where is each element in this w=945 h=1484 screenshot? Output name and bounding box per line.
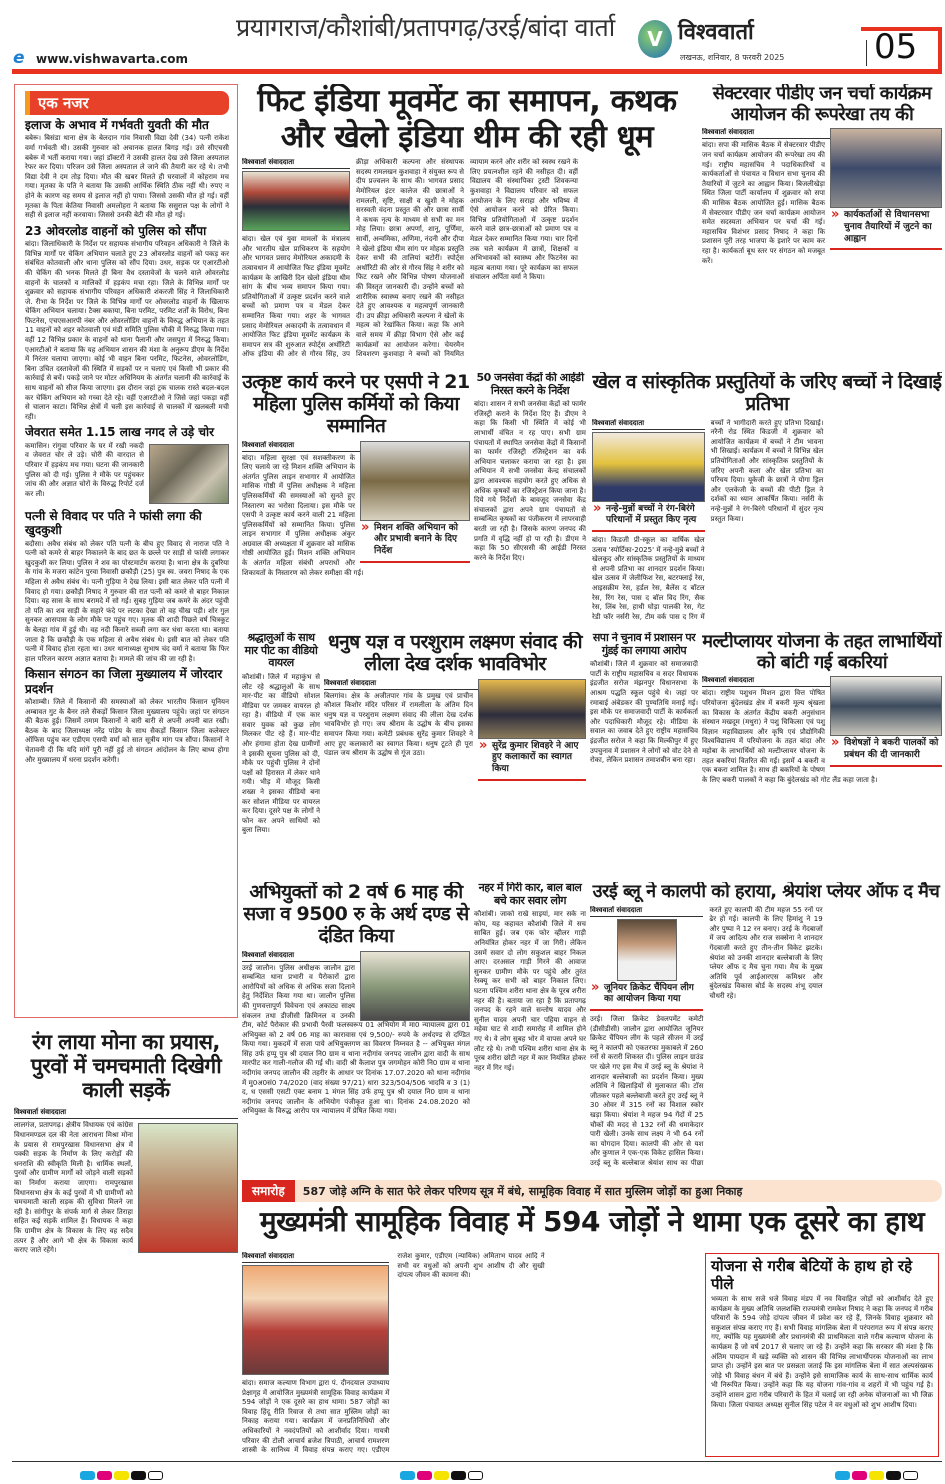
registration-mark <box>903 1471 918 1480</box>
body-flow <box>242 158 692 368</box>
byline: विश्ववार्ता संवाददाता <box>242 158 350 169</box>
headline: नहर में गिरी कार, बाल बाल बचे कार सवार लोग <box>478 882 582 907</box>
brand-name: विश्ववार्ता <box>678 20 754 45</box>
photo-block <box>590 919 703 1011</box>
brief-body: बदौसा। अवैध संबंध को लेकर पति पत्नी के बीच हुए विवाद से नाराज पति ने पत्नी को कमरे से बाहर निकालने के बाद छत के छल्ले पर साड़ी से फांसी लगाकर खुदकुशी कर लिया। पुलिस ने शव का पोस्टमार्टम कराया है। थाना क्षेत्र के दुबरिया के गांव के मजरा कांटेन पुरवा निवासी छकौड़ी (25) पुत्र स्व. जवरा निषाद के एक महिला से अवैध संबंध थे। पत्नी गुड़िया ने देख लिया। इसी बात लेकर पति पत्नी में विवाद हो गया। छकौड़ी निषाद ने गुरुवार की रात पत्नी को कमरे से बाहर निकाल दिया। वह सास के साथ बरामदे में सो गई। सुबह गुड़िया जब कमरे के अंदर पहुंची तो पति का शव साड़ी के सहारे फंदे पर लटका देखा तो वह चीख पड़ी। शोर गुल सुनकर आसपास के लोग मौके पर पहुंच गए। मृतक की शादी पिछले वर्ष चित्रकूट के बेलहा गांव में हुई थी। वह नदी किनारे सब्जी लगा कर धंधा करता था। बताया जाता है कि छकौड़ी के एक महिला से अवैध संबंध थे। इसी बात को लेकर पति पत्नी में विवाद होता रहता था। उधर थानाध्यक्ष सुभाष चंद वर्मा ने बताया कि फिर हाल परिजन कारण अज्ञात बताया है। मामले की जांच की जा रही है। <box>25 539 229 663</box>
body-text: कौशांबी। जिले में महाकुंभ से लौट रहे श्रद्धालुओं के साथ मार-पीट का वीडियो सोशल मीडिया पर जमकर वायरल हो रहा है। वीडियो में एक कार सवार युवक को कुछ लोग मिलकर पीट रहे हैं। मार-पीट और हंगामा होता देख ग्रामीणों ने इसकी सूचना पुलिस को दी, मौके पर पहुंची पुलिस ने दोनों पक्षों को हिरासत में लेकर थाने गयी। भीड़ में मौजूद किसी शख्स ने इसका वीडियो बना कर सोशल मीडिया पर वायरल कर दिया। दूसरे पक्ष के लोगों ने फोन कर अपने साथियों को बुला लिया। <box>242 672 320 835</box>
body-flow <box>474 910 586 1174</box>
body-flow <box>592 419 942 627</box>
photo-caption: » नन्हे-मुन्नों बच्चों ने रंग-बिरंगे परिधानों में प्रस्तुत किए नृत्य <box>592 502 705 532</box>
article-jansewa <box>474 372 586 627</box>
brief-body: बबेरू। बिसंडा थाना क्षेत्र के बेलदान गांव निवासी विद्या देवी (34) पत्नी राकेश वर्मा गर्भवती थी। उसकी गुरुवार को अचानक हालत बिगड़ गई। उसे सीएचसी बबेरू में भर्ती कराया गया। जहां डॉक्टरों ने उसकी हालत देख उसे जिला अस्पताल रेफर कर दिया। परिजन उसे जिला अस्पताल ले जाने की तैयारी कर रहे थे। तभी विद्या देवी ने दम तोड़ दिया। मौत की खबर मिलते ही घरवालों में कोहराम मच गया। मृतका के पति ने बताया कि उसकी आर्थिक स्थिति ठीक नहीं थी। रुपए न होने के कारण वह समय से इलाज नहीं हो पाया। जिससे उसकी मौत हो गई। वहीं मृतका के पिता केतिया निवासी अमलोहरा ने बताया कि ससुराल पक्ष के लोगों ने सही से इलाज नहीं करवाया। जिससे उनकी बेटी की मौत हो गई। <box>25 134 229 220</box>
photo-block <box>478 679 586 781</box>
photo-caption: » कार्यकर्ताओं से विधानसभा चुनाव तैयारियों में जुटने का आह्वान <box>830 208 942 250</box>
body-text: बांदा। राष्ट्रीय पशुधन मिशन द्वारा वित्त पोषित परियोजना बुंदेलखंड क्षेत्र में बकरी मूल्य श्रृंखला का विकास के अंतर्गत केंद्रीय बकरी अनुसंधान संस्थान मखदूम (मथुरा) ने पशु चिकित्सा एवं पशु विज्ञान महाविद्यालय और कृषि एवं प्रौद्योगिकी विश्वविद्यालय में परियोजना के तहत बांदा और महोबा के लाभार्थियों को मल्टीप्लायर योजना के तहत बकरियां वितरित की गईं। इसमें 4 बकरी व एक बकरा शामिल है। साथ ही बकरियों के पोषण के लिए बकरी पालकों ने कहा कि बुंदेलखंड को गोट लैंड कहा जाता है। <box>702 689 878 784</box>
article-sector-pda <box>702 84 942 368</box>
ek-nazar-label: एक नजर <box>25 91 229 115</box>
brief-item <box>25 667 229 765</box>
yellow-mark <box>114 1471 129 1480</box>
brief-title: पत्नी से विवाद पर पति ने फांसी लगा की खुदकुशी <box>25 508 202 538</box>
brief-body: कमासिन। रांगुवा परिवार के घर में रखी नकदी व जेवरात चोर ले उड़े। चोरी की वारदात से परिवार में हड़कंप मच गया। घटना की जानकारी पुलिस को दी गई। पुलिस ने मौके पर पहुंचकर जांच की और अज्ञात चोरों के विरुद्ध रिपोर्ट दर्ज कर ली। <box>25 441 144 498</box>
brief-item <box>25 118 229 221</box>
article-fit-india <box>242 84 692 368</box>
mla-photo <box>138 1123 238 1253</box>
article-shraddhalu <box>242 632 320 877</box>
body-flow <box>242 441 470 627</box>
byline: विश्ववार्ता संवाददाता <box>590 906 703 917</box>
meeting-photo <box>830 128 942 208</box>
body-text: कौशांबी। जाको राखे साइयां, मार सके ना कोय, यह कहावत कौशांबी जिले में सच साबित हुई। जब एक फोर व्हीलर गाड़ी अनियंत्रित होकर नहर में जा गिरी। लेकिन उसमें सवार दो लोग सकुशल बाहर निकल आए। दरअसल गाड़ी गिरने की आवाज सुनकर ग्रामीण मौके पर पहुंचे और तुरंत रेस्क्यू कर सभी को बाहर निकाल लिए। घटना पश्चिम शरीरा थाना क्षेत्र के पूरब शरीरा नहर की है। बताया जा रहा है कि प्रतापगढ़ जनपद के रहने वाले सन्तोष यादव और सुनील यादव अपनी चार पहिया वाहन से महेवा घाट से शादी समारोह में शामिल होने गए थे। वे लोग सुबह भोर में वापस अपने घर लौट रहे थे। तभी पश्चिम शरीरा थाना क्षेत्र के पूरब शरीरा छोटी नहर में कार नियंत्रित होकर नहर में गिर गई। <box>474 910 586 1072</box>
scheme-box-body: भव्यता के साथ सजे धजे विवाह मंडप में नव विवाहित जोड़ों को आशीर्वाद देते हुए कार्यक्रम के मुख्य अतिथि जलशक्ति राज्यमंत्री रामकेश निषाद ने कहा कि जनपद में गरीब परिवारों के 594 जोड़े दांपत्य जीवन में प्रवेश कर रहे हैं, जिनके विवाह शुक्रवार को सकुशल संपन्न कराए गए हैं। सभी विवाह मांगलिक बेला में परंपरागत रूप में संपन्न कराए गए, क्योंकि यह मुख्यमंत्री और प्रधानमंत्री की प्राथमिकता वाले गरीब कल्याण योजना के कार्यक्रम हैं जो वर्ष 2017 से चलाए जा रहे हैं। उन्होंने कहा कि सरकार की मंशा है कि अंतिम पायदान में खड़े व्यक्ति को शासन की विभिन्न लाभार्थीपरक योजनाओं का लाभ प्राप्त हो। उन्होंने इस बात पर प्रसन्नता जताई कि इस मांगलिक बेला में सात अल्पसंख्यक जोड़े भी विवाह बंधन में बंधे हैं। उन्होंने इसे सामाजिक कार्य के साथ-साथ धार्मिक कार्य भी निरूपित किया। उन्होंने कहा कि यह योजना गांव-गांव व शहरों में भी पहुंच गई है। उन्होंने शासन द्वारा गरीब परिवारों के हित में चलाई जा रही अनेक योजनाओं का भी जिक्र किया। जिला पंचायत अध्यक्ष सुनील सिंह पटेल ने वर वधुओं को शुभ आशीष दिया। <box>711 1295 933 1409</box>
award-photo <box>242 171 350 231</box>
brief-item <box>25 509 229 665</box>
headline: श्रद्धालुओं के साथ मार पीट का वीडियो वायरल <box>244 632 318 670</box>
headline: उरई ब्लू ने कालपी को हराया, श्रेयांश प्लेयर ऑफ द मैच <box>592 882 940 902</box>
body-text: उरई जालौन। पुलिस अधीक्षक जालौन द्वारा सम्बन्धित थाना प्रभारी व पैरोकारों द्वारा आरोपियों को अधिक से अधिक सजा दिलाने हेतु निर्देशित किया गया था। जालौन पुलिस की गुणवत्तापूर्ण विवेचना एवं अकाट्य साक्ष्य संकलन तथा डीजीसी क्रिमिनल व उनकी टीम, कोर्ट पैरोकार की प्रभावी पैरवी फलस्वरूप 01 अभियोग में मा0 न्यायालय द्वारा 01 अभियुक्त को 2 वर्ष 06 माह का कारावास एवं 9,500/- रुपये के अर्थदण्ड से दण्डित किया गया। मुकदमें में सजा पाये अभियुक्तगण का विवरण निम्नवत है -- अभियुक्त मंगल सिंह उर्फ हप्पू पुत्र श्री दयाल नि0 ग्राम व थाना नदीगांव जनपद जालौन द्वारा वादी के साथ मारपीट कर गाली-गलौज की गई थी। वादी श्री कैलाश पुत्र जगमोहन कोरी नि0 ग्राम व थाना नदीगांव जनपद जालौन की तहरीर के आधार पर दिनांक 17.07.2020 को थाना नदीगांव में मु0अ0सं0 74/2020 (वाद संख्या 97/21) धारा 323/504/506 भादवि व 3 (1) द, ध एससी एसटी एक्ट बनाम 1 मंगल सिंह उर्फ हप्पू पुत्र श्री दयाल नि0 ग्राम व थाना नदीगांव जनपद जालौन के अभियोग पंजीकृत हुआ था। दिनांक 24.08.2020 को अभियुक्त के विरुद्ध आरोप पत्र न्यायालय में प्रेषित किया गया। <box>242 963 470 1116</box>
website-link[interactable]: www.vishwavarta.com <box>36 52 188 66</box>
article-abhiyukt <box>242 882 470 1174</box>
theft-photo <box>149 444 229 504</box>
brief-title: जेवरात समेत 1.15 लाख नगद ले उड़े चोर <box>25 425 215 440</box>
body-text: उरई। जिला क्रिकेट डेवलपमेंट कमेटी (डीसीडीसी) जालौन द्वारा आयोजित जूनियर क्रिकेट चैंपियन लीग के पहले सीजन में उरई ब्लू ने कालपी को एकतरफा मुकाबले में 260 रनों से करारी शिकस्त दी। पुलिस लाइन ग्राउंड पर खेले गए इस मैच में उरई ब्लू के श्रेयांश ने शानदार बल्लेबाजी का प्रदर्शन किया। मुख्य अतिथि ने खिलाड़ियों से मुलाकात की। टॉस जीतकर पहले बल्लेबाजी करते हुए उरई ब्लू ने 30 ओवर में 315 रनों का विशाल स्कोर खड़ा किया। श्रेयांश ने महज 94 गेंदों में 25 चौकों की मदद से 132 रनों की धमाकेदार पारी खेली। उनके साथ लक्ष्य ने भी 64 रनों का योगदान दिया। कालपी की ओर से यश और कुणाल ने एक-एक विकेट हासिल किया। उरई ब्लू के बल्लेबाज श्रेयांश साथ का पीछा करते हुए कालपी की टीम महज 55 रनों पर ढेर हो गई। कालपी के लिए हिमांशु ने 19 और पुष्पा ने 12 रन बनाए। उरई के गेंदबाजों में जय आदित्य और राज सक्सेना ने शानदार गेंदबाजी करते हुए तीन-तीन विकेट झटके। श्रेयांश को उनकी शानदार बल्लेबाजी के लिए प्लेयर ऑफ द मैच चुना गया। मैच के मुख्य अतिथि पूर्व आईआरएस कमिश्नर और बुंदेलखंड विकास बोर्ड के सदस्य शंभू दयाल चौधरी रहे। <box>590 905 823 1167</box>
photo-caption: » जूनियर क्रिकेट चैंपियन लीग का आयोजन किया गया <box>590 981 703 1011</box>
ie-icon: e <box>13 48 25 68</box>
color-marks-right <box>835 1465 920 1484</box>
children-photo <box>592 432 705 502</box>
byline: विश्ववार्ता संवाददाता <box>242 1252 389 1263</box>
body-flow <box>590 660 698 877</box>
samaroh-label: समारोह <box>242 1180 295 1202</box>
print-rule <box>12 1461 942 1462</box>
brand-logo-icon: V <box>638 20 672 58</box>
photo-block <box>242 1265 389 1375</box>
brief-title: 23 ओवरलोड वाहनों को पुलिस को सौंपा <box>25 223 207 238</box>
article-sapa <box>590 632 698 877</box>
page-number: 05 <box>874 27 918 67</box>
photo-block <box>830 676 942 766</box>
samaroh-band <box>242 1180 942 1202</box>
body-text: कौशांबी। जिले में शुक्रवार को समाजवादी पार्टी के राष्ट्रीय महासचिव व सदर विधायक इंद्रजीत सरोज मंझनपुर विधानसभा के आश्रम पद्धति स्कूल पहुंचे थे। जहां पर रमाबाई अंबेडकर की पुण्यतिथि मनाई गई। इस मौके पर समाजवादी पार्टी के कार्यकर्ता और पदाधिकारी मौजूद रहे। मीडिया के सवाल का जवाब देते हुए राष्ट्रीय महासचिव इंद्रजीत सरोज ने कहा कि मिल्कीपुर में हुए उपचुनाव में प्रशासन ने लोगों को वोट देने से रोका, लेकिन प्रशासन तमाशबीन बना रहा। <box>590 660 698 765</box>
body-flow <box>702 676 942 877</box>
black-mark <box>886 1471 901 1480</box>
body-flow <box>14 1121 238 1455</box>
samaroh-headline: मुख्यमंत्री सामूहिक विवाह में 594 जोड़ों ने थामा एक दूसरे का हाथ <box>259 1206 925 1238</box>
registration-mark <box>468 1471 483 1480</box>
byline: विश्ववार्ता संवाददाता <box>242 441 470 452</box>
byline: विश्ववार्ता संवाददाता <box>242 951 470 962</box>
ramleela-photo <box>478 679 586 739</box>
color-marks-left <box>80 1465 165 1484</box>
yellow-mark <box>869 1471 884 1480</box>
photo-caption: » विशेषज्ञों ने बकरी पालकों को प्रबंधन की दी जानकारी <box>830 736 942 766</box>
byline: विश्ववार्ता संवाददाता <box>702 676 942 687</box>
body-text: बांदा। शासन ने सभी जनसेवा केंद्रों को फार्मर रजिस्ट्री कराने के निर्देश दिए हैं। डीएम ने कहा कि किसी भी स्थिति में कोई भी लाभार्थी वंचित न रह पाए। सभी ग्राम पंचायतों में स्थापित जनसेवा केंद्रों में किसानों का फार्मर रजिस्ट्री रजिस्ट्रेशन का वर्क अभियान चलाकर कराया जा रहा है। इस अभियान में सभी जनसेवा केन्द्र संचालकों द्वारा आवश्यक सहयोग करते हुए अधिक से अधिक कृषकों का रजिस्ट्रेशन किया जाना है। दिये गये निर्देशों के बावजूद जनसेवा केंद्र संचालकों द्वारा अपने ग्राम पंचायतों से सम्बन्धित कृषकों का पंजीकरण में लापरवाही बरती जा रही है। जिसके कारण जनपद की प्रगति में वृद्धि नहीं हो पा रही है। डीएम ने कहा कि 50 सीएससी की आईडी निरस्त करने के निर्देश दिए। <box>474 400 586 562</box>
headline: 50 जनसेवा केंद्रों की आईडी निरस्त करने के निर्देश <box>476 372 584 397</box>
body-text: बांदा। खेल एवं युवा मामलों के मंत्रालय और भारतीय खेल प्राधिकरण के सहयोग और भागवत प्रसाद मेमोरियल अकादमी के तत्वावधान में आयोजित फिट इंडिया मूवमेंट कार्यक्रम के आखिरी दिन खेलो इंडिया थीम सांग के बीच भव्य समापन किया गया। प्रतियोगिताओं में उत्कृष्ट प्रदर्शन करने वाले बच्चों को प्रमाण पत्र व मेडल देकर सम्मानित किया गया। शहर के भागवत प्रसाद मेमोरियल अकादमी के तत्वावधान में आयोजित फिट इंडिया मूवमेंट कार्यक्रम के समापन सत्र की शुरुआत स्पोर्ट्स अथॉरिटी ऑफ इंडिया की ओर से गौरव सिंह, उप क्रीड़ा अधिकारी कल्पना और संस्थापक सदस्य रामलखन कुशवाहा ने संयुक्त रूप से दीप प्रज्वलन के साथ की। भागवत प्रसाद मेमोरियल इंटर कालेज की छात्राओं ने रामलली, सृष्टि, साक्षी व खुशी ने मोहक सरस्वती वंदना प्रस्तुत की और छात्रा सार्वी ने कथक नृत्य के माध्यम से सभी का मन मोह लिया। छात्रा अपर्णा, शानू, पूर्णिमा, सार्वी, अन्वमिका, अणिमा, नंदनी और दीपा ने खेलो इंडिया थीम सांग पर मोहक प्रस्तुति देकर सभी की तालियां बटोरीं। स्पोर्ट्स अथॉरिटी की ओर से गौरव सिंह ने शरीर को फिट रखने और विभिन्न पोषण योजनाओं की विस्तृत जानकारी दी। उन्होंने बच्चों को शारीरिक स्वास्थ्य बनाए रखने की नसीहत देते हुए आवश्यक व महत्वपूर्ण जानकारी दी। उप क्रीड़ा अधिकारी कल्पना ने खेलों के महत्व को रेखांकित किया। कहा कि आने वाले समय में क्रीड़ा विभाग ऐसे और कई कार्यक्रमों का आयोजन करेगा। चेयरमैन शिवशरण कुशवाहा ने बच्चों को नियमित व्यायाम करने और शरीर को स्वस्थ रखने के लिए प्रयत्नशील रहने की नसीहत दी। वहीं विद्यालय की संस्थापिका ट्रस्टी शिवकन्या कुशवाहा ने विद्यालय परिवार को सफल आयोजन के लिए सराहा और भविष्य में ऐसे आयोजन करने को प्रेरित किया। विभिन्न प्रतियोगिताओं में उत्कृष्ट प्रदर्शन करने वाले छात्र-छात्राओं को प्रमाण पत्र व मेडल देकर सम्मानित किया गया। चार दिनों तक चले कार्यक्रम में छात्रों, शिक्षकों व अभिभावकों को स्वास्थ्य और फिटनेस का महत्व बताया गया। पूरे कार्यक्रम का सफल संचालन अर्पिता वर्मा ने किया। <box>242 158 578 359</box>
black-mark <box>131 1471 146 1480</box>
cyan-mark <box>80 1471 95 1480</box>
body-text: बांदा। किडजी प्री-स्कूल का वार्षिक खेल उत्सव 'स्पोर्टिका-2025' में नन्हे-मुन्ने बच्चों ने खेलकूद और सांस्कृतिक प्रस्तुतियों के माध्यम से अपनी प्रतिभा का शानदार प्रदर्शन किया। खेल उत्सव में जेलीफिश रेस, बटरफ्लाई रेस, आइसक्रीम रेस, हर्डल रेस, बैलेंस द बॉटल रेस, रिंग रेस, पास द बॉल विद रिंग, सैक रेस, लिंब रेस, हाथी घोड़ा पालकी रेस, गेट रेडी फॉर नर्सरी रेस, टीम वर्क पास द रिंग में बच्चों ने भागीदारी करते हुए प्रतिभा दिखाई। नरैनी रोड स्थित किडजी में शुक्रवार को आयोजित कार्यक्रम में बच्चों ने टीम भावना भी सिखाई। कार्यक्रम में बच्चों ने विभिन्न खेल प्रतियोगिताओं और सांस्कृतिक प्रस्तुतियों के जरिए अपनी कला और खेल प्रतिभा का परिचय दिया। यूकेजी के छात्रों ने योगा ड्रिल और एलकेजी के बच्चों की पीटी ड्रिल ने दर्शकों का ध्यान आकर्षित किया। नर्सरी के नन्हे-मुन्नों ने रंग-बिरंगे परिधानों में सुंदर नृत्य प्रस्तुत किया। <box>592 418 824 621</box>
byline: विश्ववार्ता संवाददाता <box>324 679 586 690</box>
body-flow <box>590 906 942 1174</box>
body-text: बांदा। समाज कल्याण विभाग द्वारा पं. दीनदयाल उपाध्याय प्रेक्षागृह में आयोजित मुख्यमंत्री सामूहिक विवाह कार्यक्रम में 594 जोड़ों ने एक दूसरे का हाथ थामा। 587 जोड़ों का विवाह हिंदू रीति रिवाज से तथा सात मुस्लिम जोड़ों का निकाह कराया गया। कार्यक्रम में जनप्रतिनिधियों और अधिकारियों ने नवदंपतियों को आशीर्वाद दिया। गायत्री परिवार की टोली आचार्य ब्रजेश त्रिपाठी, आचार्य रामशरण शास्त्री के सानिध्य में विवाह संपन्न कराए गए। एडीएम राजेश कुमार, एडीएम (न्यायिक) अमिताभ यादव आदि ने सभी वर वधुओं को अपनी शुभ आशीष दी और सुखी दांपत्य जीवन की कामना की। <box>242 1252 545 1455</box>
goats-photo <box>830 676 942 736</box>
cyan-mark <box>835 1471 850 1480</box>
page-number-divider <box>866 40 867 66</box>
headline: अभियुक्तों को 2 वर्ष 6 माह की सजा व 9500 रु के अर्थ दण्ड से दंडित किया <box>243 882 469 947</box>
byline: विश्ववार्ता संवाददाता <box>702 128 942 139</box>
photo-block <box>830 128 942 250</box>
article-dhanush <box>324 632 586 877</box>
photo-block <box>242 171 350 231</box>
headline: मल्टीप्लायर योजना के तहत लाभार्थियों को बांटी गई बकरियां <box>702 632 942 673</box>
player-photo <box>617 919 677 981</box>
photo-caption: » मिशन शक्ति अभियान को और प्रभावी बनाने के दिए निर्देश <box>360 521 470 563</box>
court-photo <box>360 951 470 1021</box>
body-flow <box>242 673 320 877</box>
byline: विश्ववार्ता संवाददाता <box>14 1108 238 1119</box>
body-flow <box>242 1252 700 1458</box>
body-text: बिलगांव। क्षेत्र के अजीतपार गांव के प्रमुख एवं प्राचीन कौशल किशोर मंदिर परिसर में रामलीला के अंतिम दिन धनुष यज्ञ व परशुराम लक्ष्मण संवाद की लीला देख दर्शक भावविभोर हो गए। जय श्रीराम के उद्घोष के बीच इसका समापन किया गया। कमेटी प्रबंधक सुरेंद्र कुमार शिवहरे ने आए हुए कलाकारों का स्वागत किया। धनुष टूटते ही पूरा पंडाल जय श्रीराम के उद्घोष से गूंज उठा। <box>324 691 473 758</box>
article-mona <box>14 1030 238 1455</box>
body-flow <box>242 951 470 1174</box>
article-sp-police <box>242 372 470 627</box>
article-khel <box>592 372 942 627</box>
cyan-mark <box>400 1471 415 1480</box>
headline: सेक्टरवार पीडीए जन चर्चा कार्यक्रम आयोजन की रूपरेखा तय की <box>712 84 932 125</box>
headline: सपा ने चुनाव में प्रशासन पर गुंडई का लगाया आरोप <box>592 632 696 657</box>
article-nahar <box>474 882 586 1174</box>
headline: रंग लाया मोना का प्रयास, पुरवों में चमचमाती दिखेगी काली सड़कें <box>30 1030 222 1103</box>
brief-body: बांदा। जिलाधिकारी के निर्देश पर सहायक संभागीय परिवहन अधिकारी ने जिले के विभिन्न मार्गों पर चेकिंग अभियान चलाते हुए 23 ओवरलोड वाहनों को पकड़ कर संबंधित कोतवाली और थाना पुलिस को सौंप दिया। उधर, सड़क पर एआरटीओ की चेकिंग की भनक मिलते ही बिना वैध दस्तावेजों के चलने वाले ओवरलोड वाहनों के चालकों व मालिकों में हड़कंप मचा रहा। जिले के विभिन्न मार्गों पर शुक्रवार को सहायक संभागीय परिवहन अधिकारी शंकरजी सिंह ने जिलाधिकारी जे. रीभा के निर्देश पर जिले के विभिन्न मार्गों पर ओवरलोड वाहनों के खिलाफ चेकिंग अभियान चलाया। टैक्स बकाया, बिना परमिट, परमिट शर्तों के विरोध, बिना फिटनेस, एचएसआरपी नंबर और ओवरलोडिंग वाहनों के विरुद्ध अभियान के तहत 11 वाहनों को शहर कोतवाली एवं मंडी समिति पुलिस चौकी में निरुद्ध किया गया। वहीं 12 विभिन्न प्रकार के वाहनों को थाना पैलानी और जसपुरा में निरुद्ध किया। एआरटीओ ने बताया कि यह अभियान शासन की मंशा के अनुरूप डीएम के निर्देश में निरंतर चलाया जाएगा। कोई भी वाहन बिना परमिट, फिटनेस, ओवरलोडिंग, बिना उचित दस्तावेजों की स्थिति में सड़कों पर न चलाएं एवं किसी भी प्रकार की कार्रवाई से बचें। पकड़े जाने पर मोटर अधिनियम के अंतर्गत चलानी की कार्रवाई के साथ वाहनों को सीज किया जाएगा। इस दौरान जहां ट्रक चालक रास्ते बदल-बदल कर चेकिंग अभियान को गच्चा देते रहे। वहीं एआरटीओ ने जिसे जहां पकड़ा वहीं से चालान काटा। विभिन्न क्षेत्रों में चली इस कार्रवाई से चालकों में खलबली मची रही। <box>25 240 229 421</box>
body-flow <box>702 128 942 368</box>
black-mark <box>451 1471 466 1480</box>
photo-block <box>592 432 705 532</box>
body-text: लालगंज, प्रतापगढ़। क्षेत्रीय विधायक एवं कांग्रेस विधानमण्डल दल की नेता आराधना मिश्रा मोना के प्रयास से रामपुरखास विधानसभा क्षेत्र में पक्की सड़क के निर्माण के लिए करोड़ों की धनराशि की स्वीकृति मिली है। धार्मिक स्थलों, पुरवों और ग्रामीण मार्गों को जोड़ने वाली सड़कों का निर्माण कराया जाएगा। रामपुरखास विधानसभा क्षेत्र के कई पुरवों में भी ग्रामीणों को चमचमाती काली सड़क की सुविधा मिलने जा रही है। सांगीपुर के संपर्क मार्ग से लेकर तिराहा सहित कई सड़कें शामिल हैं। विधायक ने कहा कि ग्रामीण क्षेत्र के विकास के लिए वह सदैव तत्पर हैं और आगे भी क्षेत्र के विकास कार्य कराए जाते रहेंगे। <box>14 1121 133 1255</box>
brief-item <box>25 224 229 423</box>
registration-mark <box>148 1471 163 1480</box>
headline: उत्कृष्ट कार्य करने पर एसपी ने 21 महिला पुलिस कर्मियों को किया सम्मानित <box>242 372 470 437</box>
header-red-rule <box>12 69 942 74</box>
color-marks-center <box>400 1465 485 1484</box>
magenta-mark <box>852 1471 867 1480</box>
photo-caption: » सुरेंद्र कुमार शिवहरे ने आए हुए कलाकारों का स्वागत किया <box>478 739 586 781</box>
article-samaroh <box>242 1252 700 1458</box>
ek-nazar-box <box>14 84 238 1018</box>
brief-body: कौशाम्बी। जिले में किसानों की समस्याओं को लेकर भारतीय किसान यूनियन अम्बावत गुट के बैनर तले सैकड़ों किसान जिला मुख्यालय पहुंचे। जहां पर संगठन की बैठक हुई। जिसमें तमाम किसानों ने बारी बारी से अपनी अपनी बात रखी। बैठक के बाद जिलाध्यक्ष नरेंद्र पांडेय के साथ सैकड़ों किसान जिला कलेक्टर ऑफिस पहुंच कर एडीएम एसपी वर्मा को सात सूत्रीय मांग पत्र सौंपा। किसानों ने चेतावनी दी कि यदि मांगें पूरी नहीं हुई तो संगठन आंदोलन के लिए बाध्य होगा और मुख्यालय में धरना प्रदर्शन करेगी। <box>25 698 229 764</box>
headline: खेल व सांस्कृतिक प्रस्तुतियों के जरिए बच्चों ने दिखाई प्रतिभा <box>592 372 942 415</box>
brief-title: किसान संगठन का जिला मुख्यालय में जोरदार प्रदर्शन <box>25 667 223 696</box>
photo-block <box>360 441 470 563</box>
masthead <box>0 0 945 76</box>
body-flow <box>474 400 586 627</box>
brief-item <box>25 422 229 505</box>
yellow-mark <box>434 1471 449 1480</box>
magenta-mark <box>417 1471 432 1480</box>
dateline: लखनऊ, शनिवार, 8 फरवरी 2025 <box>680 53 785 62</box>
scheme-box <box>705 1253 939 1457</box>
scheme-box-title: योजना से गरीब बेटियों के हाथ हो रहे पीले <box>711 1257 913 1293</box>
samaroh-strap: 587 जोड़े अग्नि के सात फेरे लेकर परिणय सूत्र में बंधे, सामूहिक विवाह में सात मुस्लिम जोड़ों का हुआ निकाह <box>302 1184 743 1198</box>
wedding-photo <box>242 1265 389 1375</box>
article-urai <box>590 882 942 1174</box>
body-text: बांदा। सपा की मासिक बैठक में सेक्टरवार पीडीए जन चर्चा कार्यक्रम आयोजन की रूपरेखा तय की गई। राष्ट्रीय महासचिव ने पदाधिकारियों व कार्यकर्ताओं से पंचायत व विधान सभा चुनाव की तैयारियों में जुटने का आह्वान किया। बिजलीखेड़ा स्थित जिला पार्टी कार्यालय में शुक्रवार को सपा की मासिक बैठक आयोजित हुई। मासिक बैठक में सेक्टरवार पीडीए जन चर्चा कार्यक्रम आयोजन समेत सदस्यता अभियान पर चर्चा की गई। महासचिव विशंभर प्रसाद निषाद ने कहा कि प्रशासन पूरी तरह भाजपा के इशारे पर काम कर रहा है। कार्यकर्ता बूथ स्तर पर संगठन को मजबूत करें। <box>702 141 825 265</box>
body-text: बांदा। महिला सुरक्षा एवं सशक्तीकरण के लिए चलाये जा रहे मिशन शक्ति अभियान के अंतर्गत पुलिस लाइन सभागार में आयोजित मासिक गोष्ठी में पुलिस अधीक्षक ने महिला पुलिसकर्मियों की समस्याओं को सुनते हुए निस्तारण का भरोसा दिलाया। इस मौके पर एसपी ने उत्कृष्ट कार्य करने वाली 21 महिला पुलिसकर्मियों को सम्मानित किया। पुलिस लाइन सभागार में पुलिस अधीक्षक अंकुर अग्रवाल की अध्यक्षता में शुक्रवार को मासिक गोष्ठी आयोजित हुई। मिशन शक्ति अभियान के अंतर्गत महिला संबंधी अपराधों और शिकायतों के निस्तारण को लेकर समीक्षा की गई। <box>242 453 364 577</box>
article-multiplier <box>702 632 942 877</box>
regions-title: प्रयागराज/कौशांबी/प्रतापगढ़/उरई/बांदा वार्ता <box>236 13 615 42</box>
headline: फिट इंडिया मूवमेंट का समापन, कथक और खेलो इंडिया थीम की रही धूम <box>257 84 677 155</box>
magenta-mark <box>97 1471 112 1480</box>
byline: विश्ववार्ता संवाददाता <box>592 419 705 430</box>
body-flow <box>324 679 586 877</box>
headline: धनुष यज्ञ व परशुराम लक्ष्मण संवाद की लीला देख दर्शक भावविभोर <box>327 632 583 675</box>
police-photo <box>360 441 470 521</box>
brief-title: इलाज के अभाव में गर्भवती युवती की मौत <box>25 118 209 132</box>
